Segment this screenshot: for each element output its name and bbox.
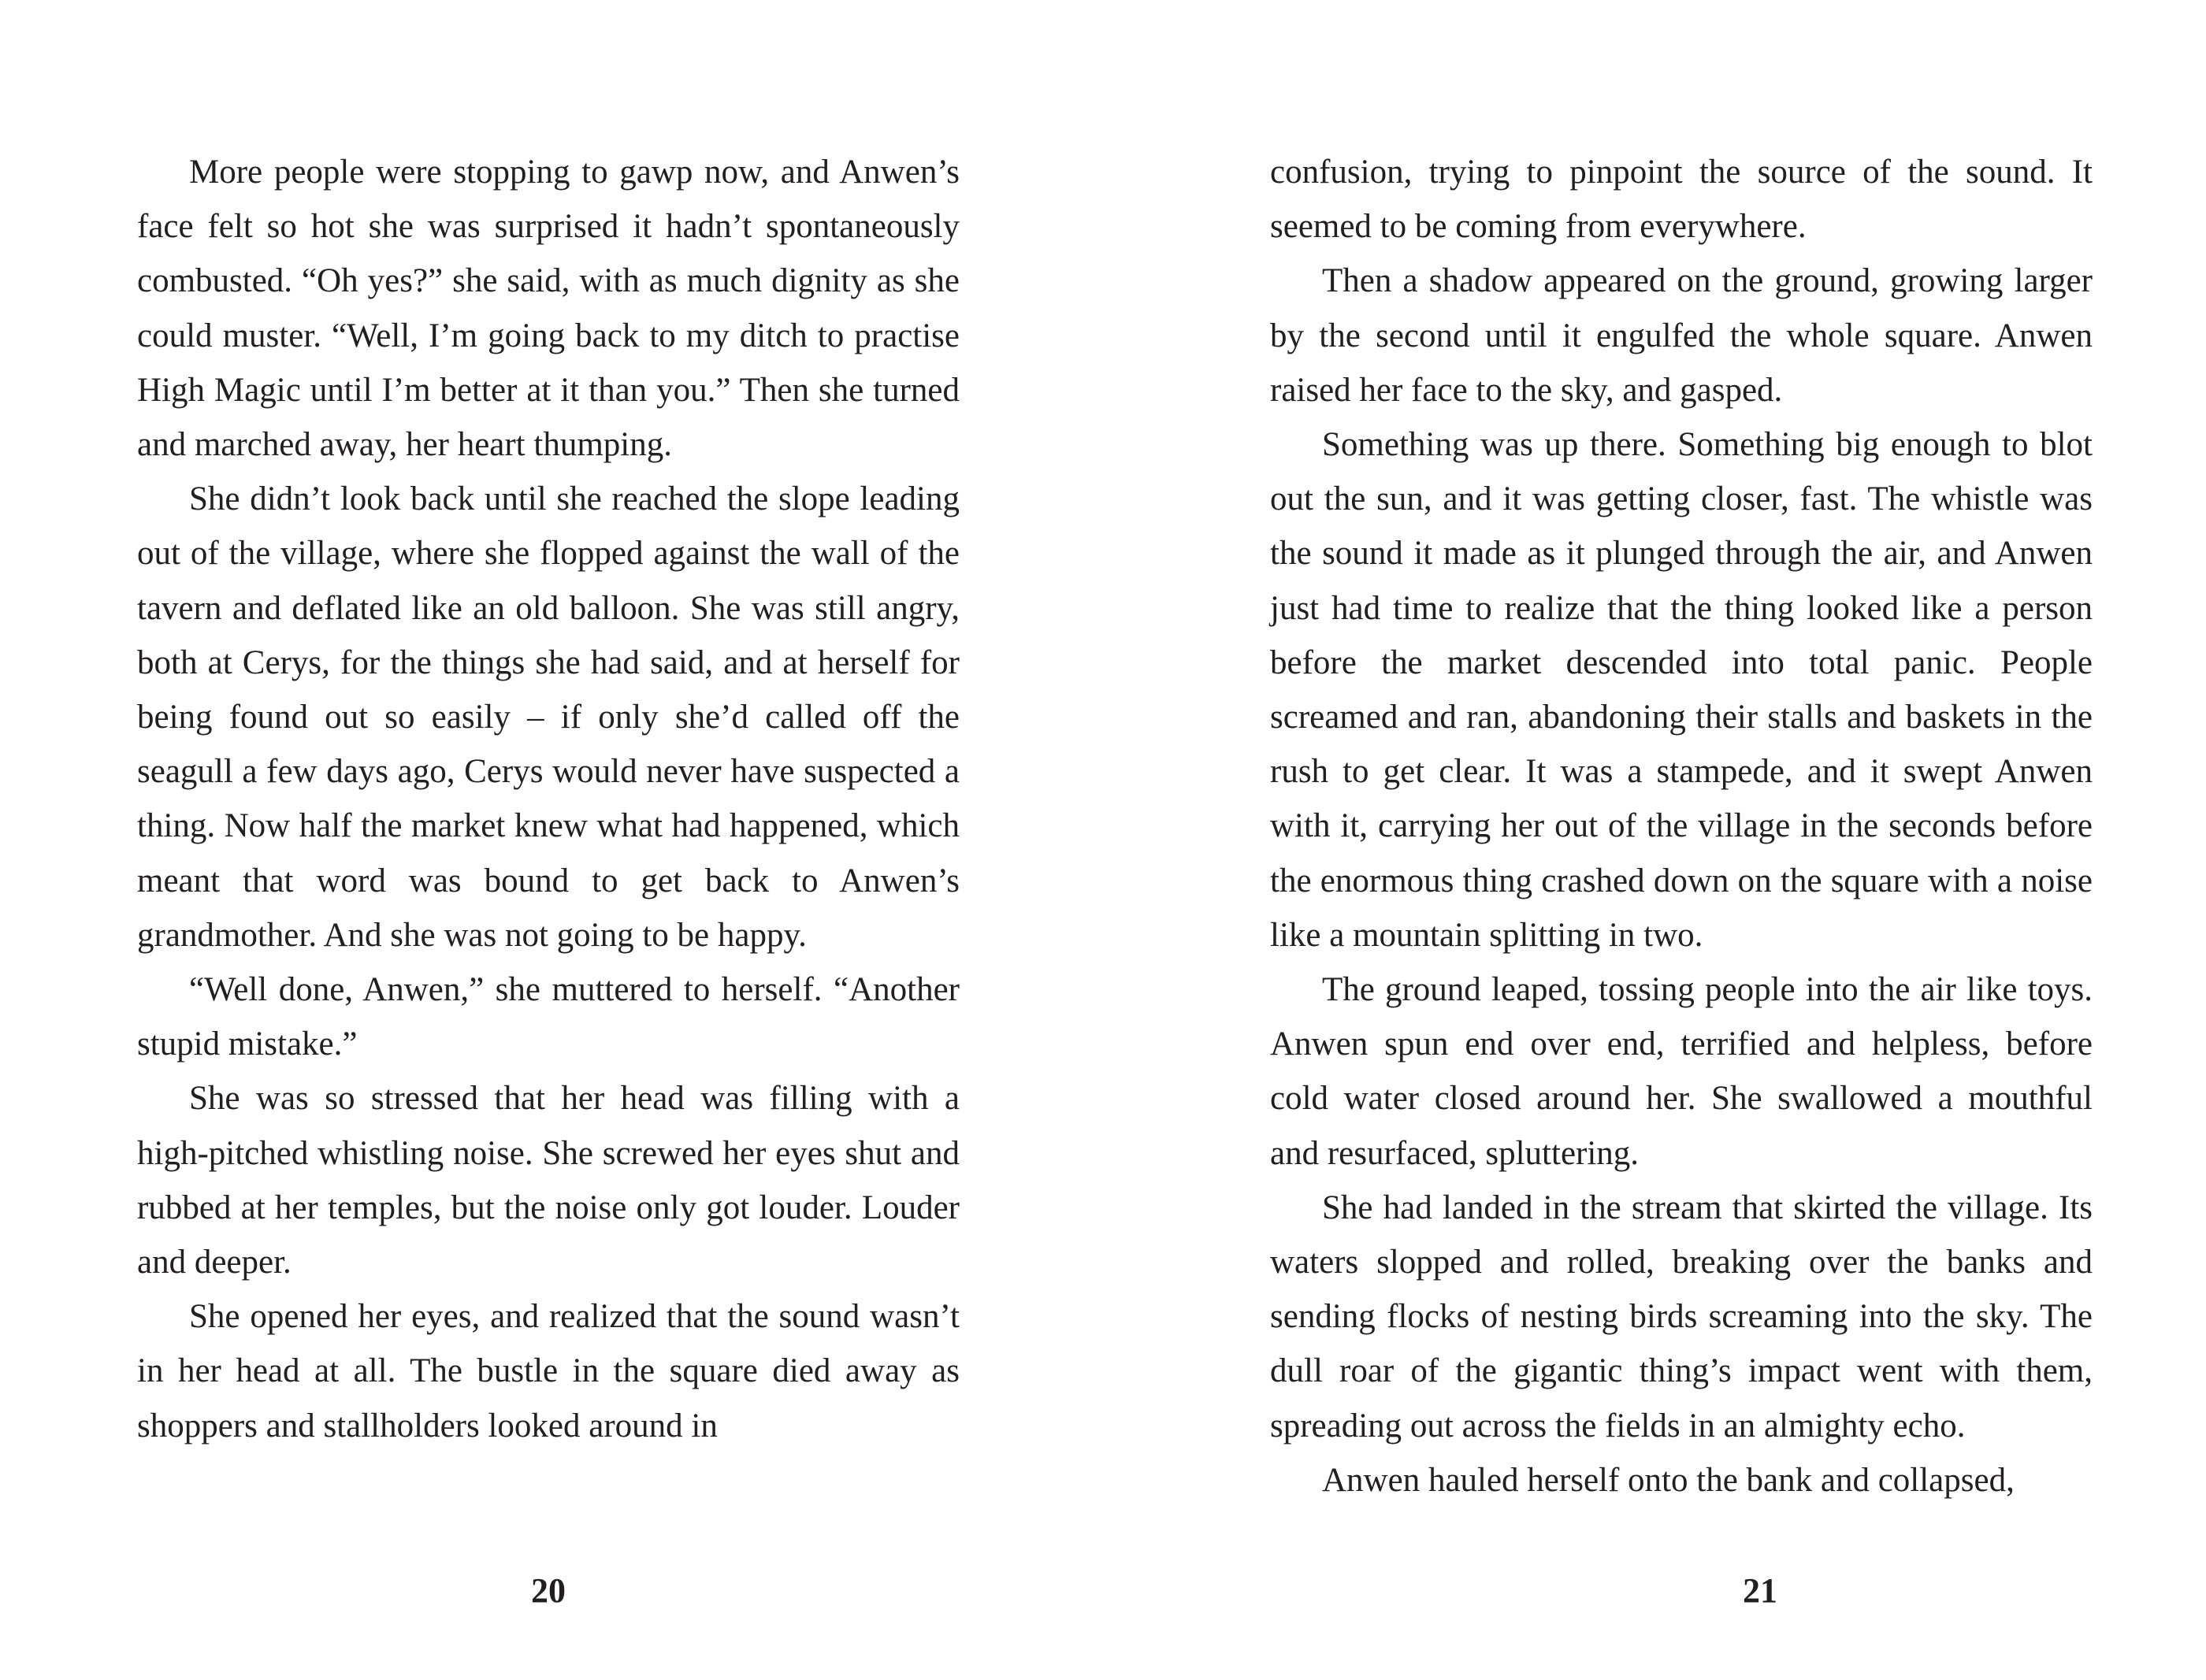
- paragraph: She didn’t look back until she reached the slope leading out of the village, where she flopped against the wall of the tavern and deflated like an old balloon. She was still angry, both at Cerys, for the things she had said, and at herself for being found out so easily – if only she’d called off the seagull a few days ago, Cerys would never have suspected a thing. Now half the market knew what had happened, which meant that word was bound to get back to Anwen’s grandmother. And she was not going to be happy.: [137, 480, 960, 954]
- paragraph: Something was up there. Something big enough to blot out the sun, and it was getting closer, fast. The whistle was the sound it made as it plunged through the air, and Anwen just had time to realize that the thing looked like a person before the market descended into total panic. People screamed and ran, abandoning their stalls and baskets in the rush to get clear. It was a stampede, and it swept Anwen with it, carrying her out of the village in the seconds before the enormous thing crashed down on the square with a noise like a mountain splitting in two.: [1270, 426, 2093, 954]
- page-number: 20: [531, 1571, 566, 1610]
- paragraph: Then a shadow appeared on the ground, growing larger by the second until it engulfed the whole square. Anwen raised her face to the sky, and gasped.: [1270, 262, 2093, 409]
- paragraph: She was so stressed that her head was filling with a high-pitched whistling noise. She screwed her eyes shut and rubbed at her temples, but the noise only got louder. Louder and deeper.: [137, 1080, 960, 1281]
- paragraph: She opened her eyes, and realized that the sound wasn’t in her head at all. The bustle in the square died away as shoppers and stallholders looked around in: [137, 1298, 960, 1445]
- page-number: 21: [1743, 1571, 1777, 1610]
- right-page: [1103, 0, 2206, 1680]
- right-page-body: [1270, 145, 2093, 1508]
- paragraph: “Well done, Anwen,” she muttered to herself. “Another stupid mistake.”: [137, 971, 960, 1063]
- paragraph: The ground leaped, tossing people into the air like toys. Anwen spun end over end, terrified and helpless, before cold water closed around her. She swallowed a mouthful and resurfaced, spluttering.: [1270, 971, 2093, 1172]
- paragraph: More people were stopping to gawp now, and Anwen’s face felt so hot she was surprised it hadn’t spontaneously combusted. “Oh yes?” she said, with as much dignity as she could muster. “Well, I’m going back to my ditch to practise High Magic until I’m better at it than you.” Then she turned and marched away, her heart thumping.: [137, 154, 960, 464]
- paragraph: Anwen hauled herself onto the bank and collapsed,: [1322, 1461, 2015, 1499]
- paragraph: She had landed in the stream that skirted the village. Its waters slopped and rolled, breaking over the banks and sending flocks of nesting birds screaming into the sky. The dull roar of the gigantic thing’s impact went with them, spreading out across the fields in an almighty echo.: [1270, 1189, 2093, 1445]
- left-page-body: [137, 145, 960, 1453]
- paragraph-continued: confusion, trying to pinpoint the source of the sound. It seemed to be coming from everywhere.: [1270, 154, 2093, 246]
